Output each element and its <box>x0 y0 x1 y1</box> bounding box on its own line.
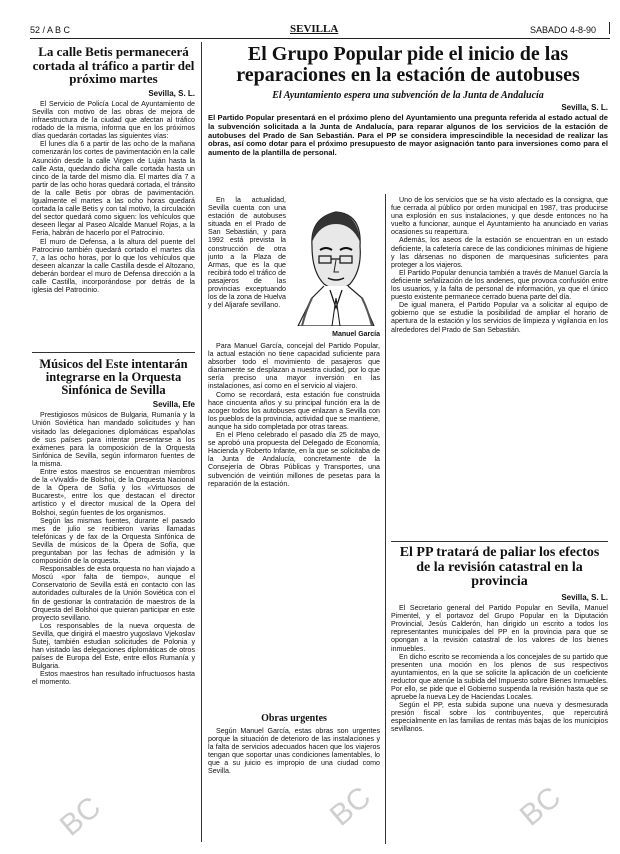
page-header <box>30 22 610 39</box>
paragraph: En la actualidad, Sevilla cuenta con una estación de autobuses situada en el Prado de San Sebastián, y para 1992 está prevista la construcción de otra junto a la Plaza de Armas, que es la que recibirá todo el tráfico de pasajeros de las provincias exceptuando los de la zona de Huelva y del Aljarafe sevillano. <box>208 196 286 310</box>
article-headline: La calle Betis permanecerá cortada al tráfico a partir del próximo martes <box>32 44 195 87</box>
paragraph: Entre estos maestros se encuentran miembros de la «Vivaldi» de Bolshoi, de la Orquesta Nacional de la Ópera de Sofía y los «Virtuosos de Bucarest», entre los que destacan el director artístico y el director musical de la Opera del Bolshoi, según fuentes de los organismos. <box>32 468 195 517</box>
watermark-decoration: BC <box>513 780 568 833</box>
article-lead: El Partido Popular presentará en el próximo pleno del Ayuntamiento una pregunta referida al estado actual de la subvención solicitada a la Junta de Andalucía, para reparar algunos de los servicios de la estación de autobuses del Prado de San Sebastián. Para el PP se considera imprescindible la necesidad de realizar las obras, así como dotar para el próximo presupuesto de mayor asignación tanto para inversiones como para el aumento de la plantilla de personal. <box>208 114 608 158</box>
paragraph: Según el PP, esta subida supone una nueva y desmesurada presión fiscal sobre los contribuyentes, que repercutirá especialmente en las familias de rentas más bajas de los municipios sevillanos. <box>391 701 608 734</box>
paragraph: De igual manera, el Partido Popular va a solicitar al equipo de gobierno que se estudie la posibilidad de ampliar el horario de apertura de la estación y los servicios de limpieza y vigilancia en los alrededores del Prado de San Sebastián. <box>391 301 608 334</box>
article-estacion-header <box>208 44 608 167</box>
article-betis <box>32 45 195 308</box>
article-estacion-col2 <box>391 196 608 538</box>
column-text <box>208 342 380 707</box>
article-body <box>391 604 608 828</box>
article-body <box>32 411 195 816</box>
paragraph: Uno de los servicios que se ha visto afectado es la consigna, que fue cerrada al público por orden municipal en 1987, tras producirse una explosión en sus instalaciones, y que desde entonces no ha vuelto a funcionar, aunque el Ayuntamiento ha anunciado en varias ocasiones su reapertura. <box>391 196 608 237</box>
watermark-decoration: BC <box>323 780 378 833</box>
article-byline: Sevilla, S. L. <box>561 593 608 603</box>
article-estacion-col1 <box>208 196 380 822</box>
column-text <box>391 196 608 538</box>
paragraph: En dicho escrito se recomienda a los concejales de su partido que presenten una moción en los plenos de sus respectivos ayuntamientos, en la que se solicite la aplicación de un coeficiente reductor que atenúe la subida del Impuesto sobre Bienes Inmuebles. Por ello, se pide que el Gobierno suspenda la revisión hasta que se apruebe la nueva Ley de Haciendas Locales. <box>391 652 608 702</box>
article-subtitle: El Ayuntamiento espera una subvención de la Junta de Andalucía <box>272 90 544 101</box>
article-musicos <box>32 358 195 816</box>
article-byline: Sevilla, Efe <box>152 400 195 410</box>
paragraph: Para Manuel García, concejal del Partido Popular, la actual estación no tiene capacidad suficiente para absorber todo el movimiento de pasajeros que diariamente se desplazan a nuestra ciudad, por lo que sería preciso una mayor inversión en las instalaciones, así como en el servicio al viajero. <box>208 342 380 391</box>
paragraph: Prestigiosos músicos de Bulgaria, Rumanía y la Unión Soviética han mandado solicitudes y han visitado las delegaciones diplomáticas españolas de sus países para intentar presentarse a los exámenes para la composición de la Orquesta Sinfónica de Sevilla, según informaron fuentes de la misma. <box>32 411 195 468</box>
column-rule <box>385 194 386 844</box>
paragraph: El Secretario general del Partido Popular en Sevilla, Manuel Pimentel, y el portavoz del Grupo Popular en la Diputación Provincial, Jesús Calderón, han dirigido un escrito a todos los representantes municipales del PP en la provincia para que se opongan a la revisión catastral de los valores de los bienes inmuebles. <box>391 604 608 653</box>
paragraph: Según Manuel García, estas obras son urgentes porque la situación de deterioro de las instalaciones y la falta de servicios adecuados hacen que los viajeros tengan que soportar unas condiciones lamentables, lo que a su juicio es impropio de una ciudad como Sevilla. <box>208 727 380 776</box>
portrait-photo <box>292 198 380 338</box>
header-marker <box>609 22 610 34</box>
paragraph: Además, los aseos de la estación se encuentran en un estado deficiente, la cafetería carece de las condiciones mínimas de higiene y las dársenas no disponen de marquesinas suficientes para proteger a los viajeros. <box>391 236 608 269</box>
paragraph: El muro de Defensa, a la altura del puente del Patrocinio también quedará cortado el martes día 7, a las ocho horas, por lo que los vehículos que deseen alcanzar la calle Castilla desde el Altozano, deberán bordear el muro de Defensa dirección a la calle Castilla, incorporándose por detrás de la iglesia del Patrocinio. <box>32 237 195 295</box>
article-byline: Sevilla, S. L. <box>561 103 608 112</box>
paragraph: El Partido Popular denuncia también a través de Manuel García la deficiente señalización de los andenes, que provoca confusión entre los usuarios, y la falta de personal de información, ya que el único puesto existente permanece cerrado buena parte del día. <box>391 268 608 302</box>
page-number: 52 / A B C <box>30 25 71 35</box>
paragraph: Los responsables de la nueva orquesta de Sevilla, que dirigirá el maestro yugoslavo Vjekoslav Šutej, también estudian solicitudes de Polonia y han visitado las delegaciones diplomáticas de otros países de Europa del Este, entre ellos Rumanía y Bulgaria. <box>32 621 195 671</box>
paragraph: Como se recordará, esta estación fue construida hace cincuenta años y su principal función era la de acoger todos los autobuses que enlazan a Sevilla con los pueblos de la provincia, actividad que se mantiene, aunque ha sido completada por otras tareas. <box>208 390 380 431</box>
section-title: SEVILLA <box>290 23 339 35</box>
article-headline: El PP tratará de paliar los efectos de la revisión catastral en la provincia <box>399 545 600 590</box>
issue-date: SABADO 4-8-90 <box>529 25 596 35</box>
watermark-decoration: BC <box>53 790 108 843</box>
article-byline: Sevilla, S. L. <box>148 88 195 98</box>
paragraph: Responsables de esta orquesta no han viajado a Moscú «por falta de tiempo», aunque el Conservatorio de Sevilla está en contacto con las autoridades culturales de la Unión Soviética con el fin de gestionar la contratación de maestros de la Orquesta del Bolshoi que quieran participar en este proyecto sevillano. <box>32 565 195 622</box>
paragraph: Según las mismas fuentes, durante el pasado mes de julio se recibieron varias llamadas telefónicas y de fax de la Orquesta Sinfónica de Sevilla de músicos de la Ópera de Sofía, que preguntaban por las fechas de admisión y la composición de la orquesta. <box>32 516 195 566</box>
article-divider <box>32 352 195 353</box>
article-headline: Músicos del Este intentarán integrarse en la Orquesta Sinfónica de Sevilla <box>39 357 188 398</box>
article-catastral <box>391 546 608 828</box>
article-headline: El Grupo Popular pide el inicio de las reparaciones en la estación de autobuses <box>236 43 580 86</box>
article-divider <box>391 541 608 542</box>
photo-caption: Manuel García <box>332 331 380 338</box>
paragraph: En el Pleno celebrado el pasado día 25 de mayo, se aprobó una propuesta del Delegado de Economía, Hacienda y Roberto Infante, en la que se solicitaba de la Junta de Andalucía, concretamente de la Consejería de Obras Públicas y Transportes, una subvención de veintiún millones de pesetas para la reparación de la estación. <box>208 431 380 488</box>
paragraph: Estos maestros han resultado infructuosos hasta el momento. <box>32 670 195 687</box>
paragraph: El Servicio de Policía Local de Ayuntamiento de Sevilla con motivo de las obras de mejora de infraestructura de la ciudad que afectan al tráfico rodado de la misma, informa que en los próximos días quedarán cortadas las siguientes vías: <box>32 99 195 141</box>
column-rule <box>201 42 202 842</box>
portrait-drawing <box>292 198 380 326</box>
article-body <box>32 100 195 308</box>
paragraph: El lunes día 6 a partir de las ocho de la mañana comenzarán los cortes de pavimentación en la calle Asunción desde la calle Virgen de Luján hasta la calle Asta, quedando dicha calle cortada hasta un cinco de la tarde del mismo día. El martes día 7 a partir de las ocho horas quedará cortada, el tránsito de la calle Betis por obras de pavimentación. Igualmente el martes a las ocho horas quedará cortada la calle Betis y con tal motivo, la circulación del sector quedará como siguen: los vehículos que deseen llegar al Paseo Alcalde Manuel Rojas, a la Feria, habrán de hacerlo por el Patrocinio. <box>32 140 195 238</box>
section-subhead: Obras urgentes <box>261 713 327 724</box>
column-text <box>208 196 286 338</box>
